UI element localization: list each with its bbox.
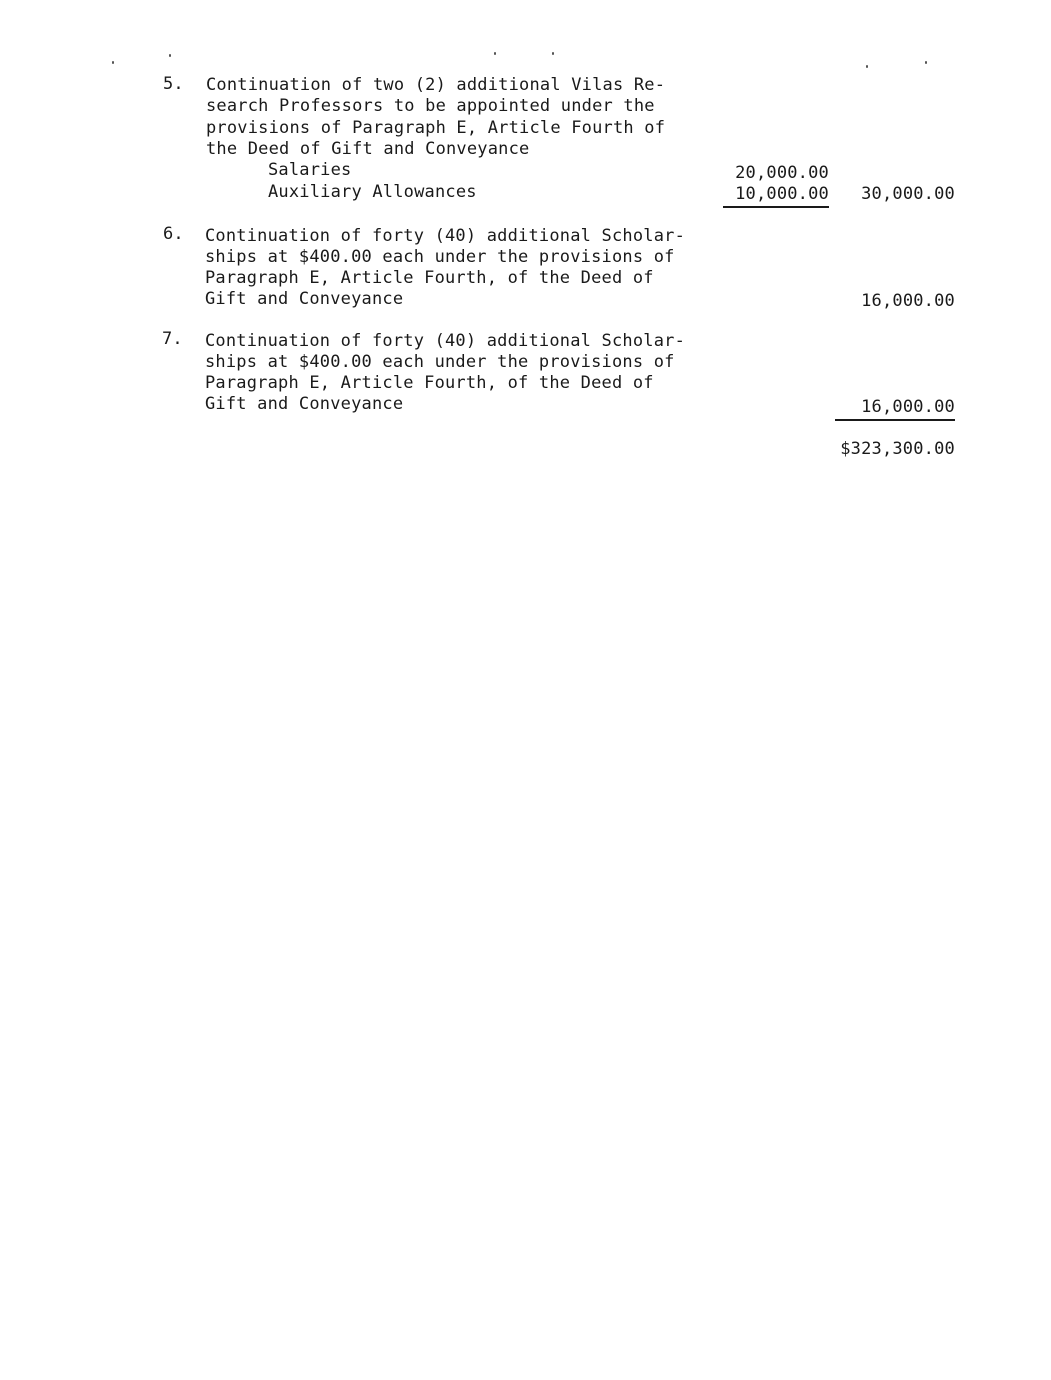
scan-speck: [925, 61, 927, 64]
item-description-line: the Deed of Gift and Conveyance: [206, 139, 530, 159]
scan-speck: [552, 52, 554, 55]
grand-total: $323,300.00: [840, 439, 955, 459]
item-description-line: Continuation of two (2) additional Vilas Re-: [206, 75, 666, 95]
item-description-line: Paragraph E, Article Fourth, of the Deed of: [205, 373, 654, 393]
item-description-line: Continuation of forty (40) additional Scholar-: [205, 226, 686, 246]
scan-speck: [866, 65, 868, 68]
sub-item-amount: 10,000.00: [723, 184, 829, 208]
item-description-line: ships at $400.00 each under the provisions of: [205, 352, 675, 372]
sub-item-label: Salaries: [268, 160, 352, 180]
item-description-line: Paragraph E, Article Fourth, of the Deed of: [205, 268, 654, 288]
item-total: 16,000.00: [835, 397, 955, 421]
scan-speck: [494, 52, 496, 55]
scan-speck: [112, 61, 114, 64]
item-number: 5.: [163, 74, 184, 94]
item-total: 16,000.00: [861, 291, 955, 311]
item-description-line: Gift and Conveyance: [205, 289, 404, 309]
sub-item-label: Auxiliary Allowances: [268, 182, 477, 202]
item-description-line: Gift and Conveyance: [205, 394, 404, 414]
item-total: 30,000.00: [861, 184, 955, 204]
item-description-line: provisions of Paragraph E, Article Fourth of: [206, 118, 666, 138]
item-description-line: ships at $400.00 each under the provisions of: [205, 247, 675, 267]
item-number: 7.: [162, 329, 183, 349]
scan-speck: [169, 54, 171, 57]
sub-item-amount: 20,000.00: [735, 163, 829, 183]
item-description-line: Continuation of forty (40) additional Scholar-: [205, 331, 686, 351]
item-description-line: search Professors to be appointed under the: [206, 96, 655, 116]
item-number: 6.: [163, 224, 184, 244]
